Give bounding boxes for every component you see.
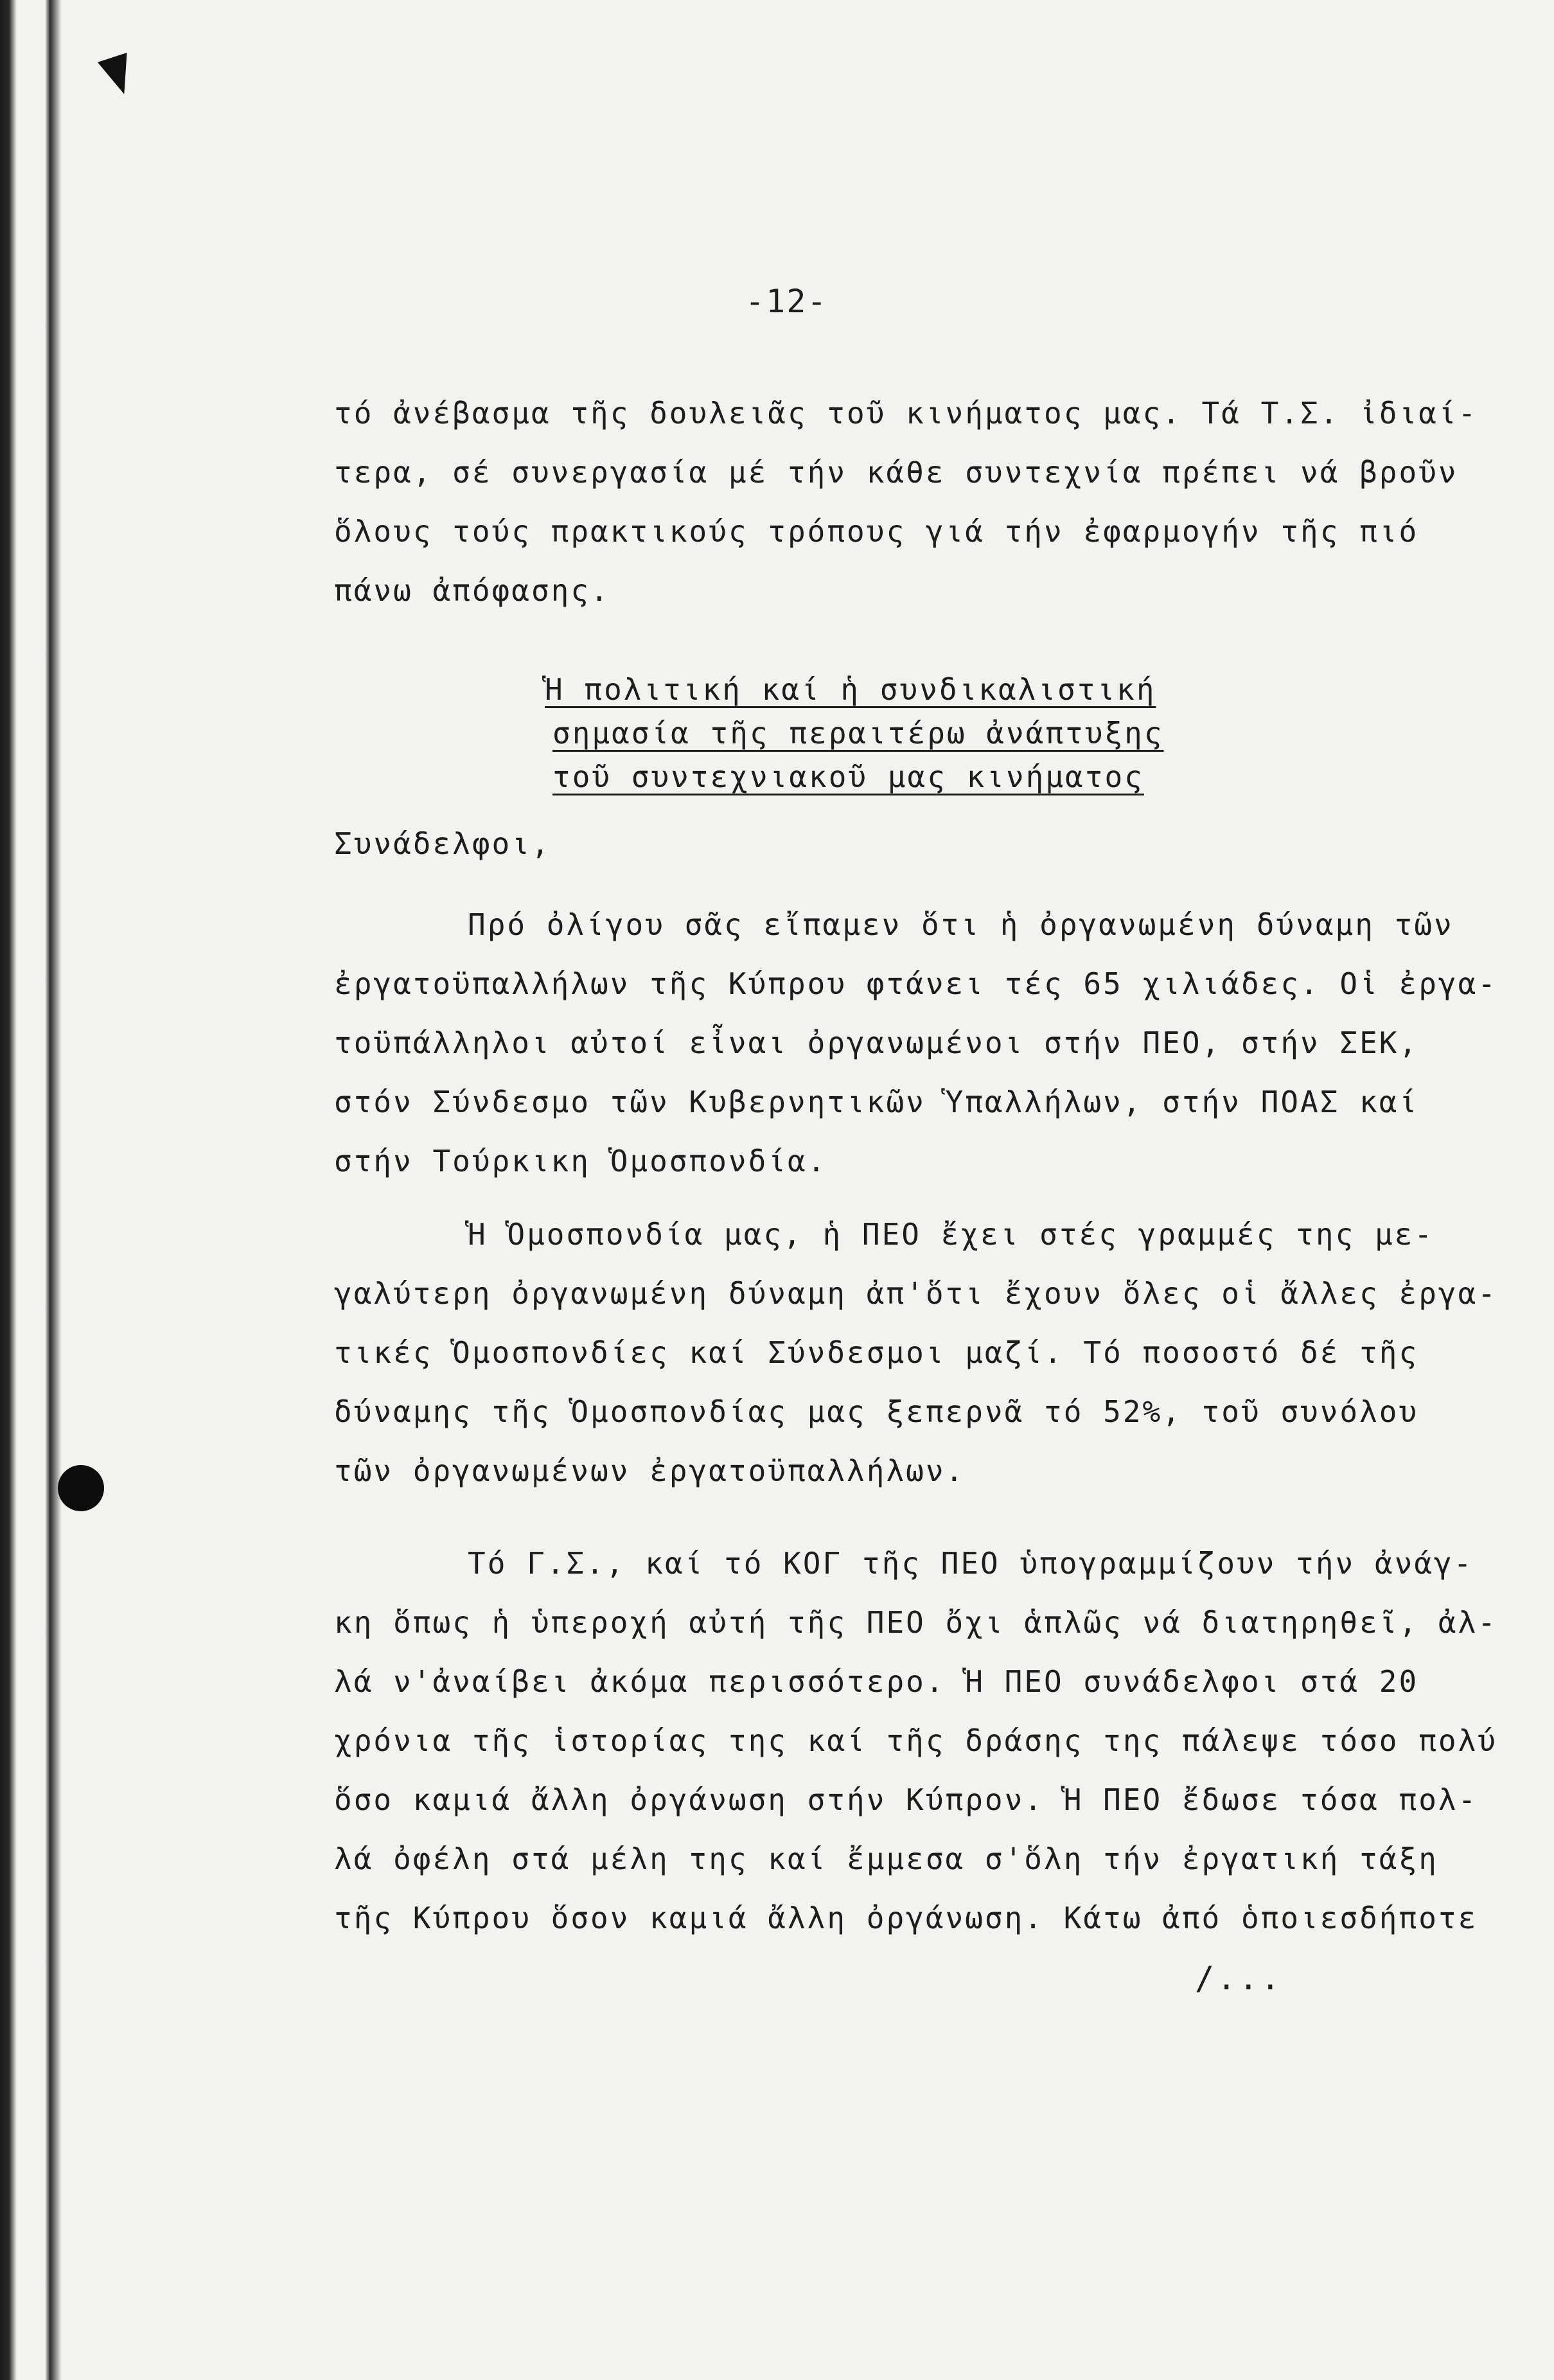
paragraph3-line: κη ὅπως ἡ ὑπεροχή αὐτή τῆς ΠΕΟ ὄχι ἁπλῶς νά διατηρηθεῖ, ἀλ-: [334, 1605, 1497, 1640]
section-heading: Ἡ πολιτική καί ἡ συνδικαλιστική: [545, 672, 1156, 707]
paragraph2-line: Ἡ Ὁμοσπονδία μας, ἡ ΠΕΟ ἔχει στές γραμμές της με-: [468, 1217, 1435, 1252]
intro-line: πάνω ἀπόφασης.: [334, 573, 610, 608]
section-heading: τοῦ συντεχνιακοῦ μας κινήματος: [552, 759, 1144, 794]
page-number: -12-: [745, 283, 828, 320]
paragraph1-line: τοϋπάλληλοι αὐτοί εἶναι ὀργανωμένοι στήν ΠΕΟ, στήν ΣΕΚ,: [334, 1026, 1419, 1060]
paragraph3-line: χρόνια τῆς ἱστορίας της καί τῆς δράσης της πάλεψε τόσο πολύ: [334, 1723, 1497, 1758]
intro-line: τό ἀνέβασμα τῆς δουλειᾶς τοῦ κινήματος μας. Τά Τ.Σ. ἰδιαί-: [334, 396, 1478, 431]
paragraph2-line: τῶν ὀργανωμένων ἐργατοϋπαλλήλων.: [334, 1453, 966, 1488]
paragraph1-line: στήν Τούρκικη Ὁμοσπονδία.: [334, 1144, 827, 1178]
binding-edge: [0, 0, 84, 2380]
paragraph1-line: ἐργατοϋπαλλήλων τῆς Κύπρου φτάνει τές 65 χιλιάδες. Οἱ ἐργα-: [334, 966, 1497, 1001]
paragraph3-line: λά ὀφέλη στά μέλη της καί ἔμμεσα σ'ὅλη τήν ἐργατική τάξη: [334, 1842, 1438, 1876]
paragraph2-line: δύναμης τῆς Ὁμοσπονδίας μας ξεπερνᾶ τό 52%, τοῦ συνόλου: [334, 1394, 1419, 1429]
intro-line: ὅλους τούς πρακτικούς τρόπους γιά τήν ἐφαρμογήν τῆς πιό: [334, 514, 1419, 549]
paragraph3-line: τῆς Κύπρου ὅσον καμιά ἄλλη ὀργάνωση. Κάτω ἀπό ὁποιεσδήποτε: [334, 1901, 1478, 1935]
punch-hole: [58, 1465, 104, 1511]
continuation-mark: /...: [1195, 1960, 1283, 1997]
paragraph3-line: ὅσο καμιά ἄλλη ὀργάνωση στήν Κύπρον. Ἡ ΠΕΟ ἔδωσε τόσα πολ-: [334, 1782, 1478, 1817]
paragraph3-line: λά ν'ἀναίβει ἀκόμα περισσότερο. Ἡ ΠΕΟ συνάδελφοι στά 20: [334, 1664, 1419, 1699]
paragraph1-line: στόν Σύνδεσμο τῶν Κυβερνητικῶν Ὑπαλλήλων, στήν ΠΟΑΣ καί: [334, 1085, 1419, 1119]
paragraph2-line: γαλύτερη ὀργανωμένη δύναμη ἀπ'ὅτι ἔχουν ὅλες οἱ ἄλλες ἐργα-: [334, 1276, 1497, 1311]
intro-line: τερα, σέ συνεργασία μέ τήν κάθε συντεχνία πρέπει νά βροῦν: [334, 455, 1458, 490]
section-heading: σημασία τῆς περαιτέρω ἀνάπτυξης: [552, 716, 1164, 750]
salutation: Συνάδελφοι,: [334, 826, 551, 861]
corner-mark: [98, 53, 139, 99]
paragraph2-line: τικές Ὁμοσπονδίες καί Σύνδεσμοι μαζί. Τό ποσοστό δέ τῆς: [334, 1335, 1419, 1370]
paragraph1-line: Πρό ὀλίγου σᾶς εἴπαμεν ὅτι ἡ ὀργανωμένη δύναμη τῶν: [468, 907, 1454, 942]
paragraph3-line: Τό Γ.Σ., καί τό ΚΟΓ τῆς ΠΕΟ ὑπογραμμίζουν τήν ἀνάγ-: [468, 1546, 1474, 1581]
